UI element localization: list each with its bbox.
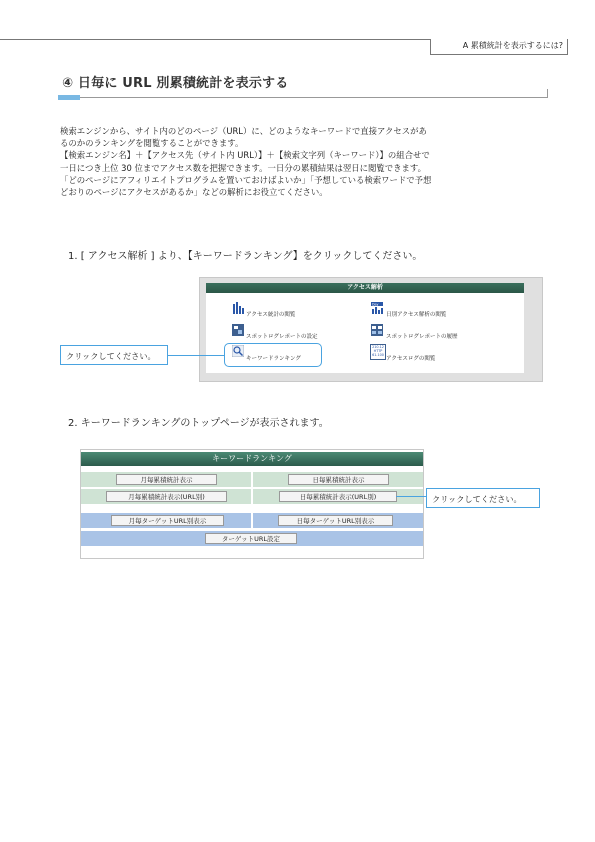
step-2: 2. キーワードランキングのトップページが表示されます。 <box>68 418 329 429</box>
body-line: 「どのページにアフィリエイトプログラムを置いておけばよいか」「予想している検索ワードで予想 <box>60 174 432 185</box>
heading-accent <box>58 95 80 100</box>
keyword-ranking-highlight <box>224 343 322 367</box>
callout-connector <box>396 496 426 497</box>
running-title: A 累積統計を表示するには? <box>462 41 563 50</box>
monthly-cumulative-url-button[interactable]: 月毎累積統計表示(URL別) <box>106 491 227 502</box>
body-line: 【検索エンジン名】＋【アクセス先（サイト内 URL）】＋【検索文字列（キーワード）】の組合せで <box>60 150 430 161</box>
body-line: 一日につき上位 30 位までアクセス数を把握できます。一日分の累積結果は翌日に閲覧できます。 <box>60 162 426 173</box>
body-line: どおりのページにアクセスがあるか」などの解析にお役立てください。 <box>60 187 328 198</box>
row-cell <box>81 513 251 528</box>
row-cell <box>253 513 423 528</box>
daily-cumulative-button[interactable]: 日毎累積統計表示 <box>288 474 389 485</box>
body-line: るのかのランキングを閲覧することができます。 <box>60 138 244 149</box>
body-line: 検索エンジンから、サイト内のどのページ（URL）に、どのようなキーワードで直接アクセスがあ <box>60 126 427 136</box>
body-paragraph <box>60 125 550 198</box>
monthly-cumulative-button[interactable]: 月毎累積統計表示 <box>116 474 217 485</box>
keyword-ranking-screenshot <box>80 449 424 559</box>
row-cell <box>81 531 423 546</box>
row-cell <box>81 489 251 504</box>
history-icon <box>371 324 383 336</box>
report-settings-icon <box>232 324 244 336</box>
target-url-settings-button[interactable]: ターゲットURL設定 <box>205 533 297 544</box>
monthly-target-url-button[interactable]: 月毎ターゲットURL別表示 <box>111 515 224 526</box>
heading-rule-end <box>547 89 548 97</box>
menu-item-spot-log-history[interactable]: スポットログレポートの履歴 <box>386 334 458 340</box>
daily-chart-icon <box>371 302 383 314</box>
row-cell <box>81 472 251 487</box>
menu-item-keyword-ranking[interactable]: キーワードランキング <box>246 356 301 362</box>
menu-item-spot-log-settings[interactable]: スポットログレポートの設定 <box>246 334 318 340</box>
step-1: 1. [ アクセス解析 ] より、【キーワードランキング】をクリックしてください。 <box>68 251 423 262</box>
log-text-icon: 210.12 HTTP 61.100 <box>370 344 386 360</box>
daily-cumulative-url-button[interactable]: 日毎累積統計表示(URL別) <box>279 491 397 502</box>
day-label: Day <box>372 302 379 307</box>
click-callout: クリックしてください。 <box>60 345 168 365</box>
row-cell <box>253 472 423 487</box>
menu-item-access-stats[interactable]: アクセス統計の閲覧 <box>246 312 296 318</box>
access-analysis-titlebar: アクセス解析 <box>206 283 524 293</box>
menu-item-access-log[interactable]: アクセスログの閲覧 <box>386 356 436 362</box>
heading-rule <box>58 97 548 98</box>
daily-target-url-button[interactable]: 日毎ターゲットURL別表示 <box>278 515 393 526</box>
bar-chart-icon <box>232 302 244 314</box>
menu-item-daily-access[interactable]: 日別アクセス解析の閲覧 <box>386 312 447 318</box>
click-callout: クリックしてください。 <box>426 488 540 508</box>
callout-connector <box>168 355 224 356</box>
section-title: ④ 日毎に URL 別累積統計を表示する <box>62 76 289 91</box>
keyword-ranking-titlebar: キーワードランキング <box>81 452 423 466</box>
